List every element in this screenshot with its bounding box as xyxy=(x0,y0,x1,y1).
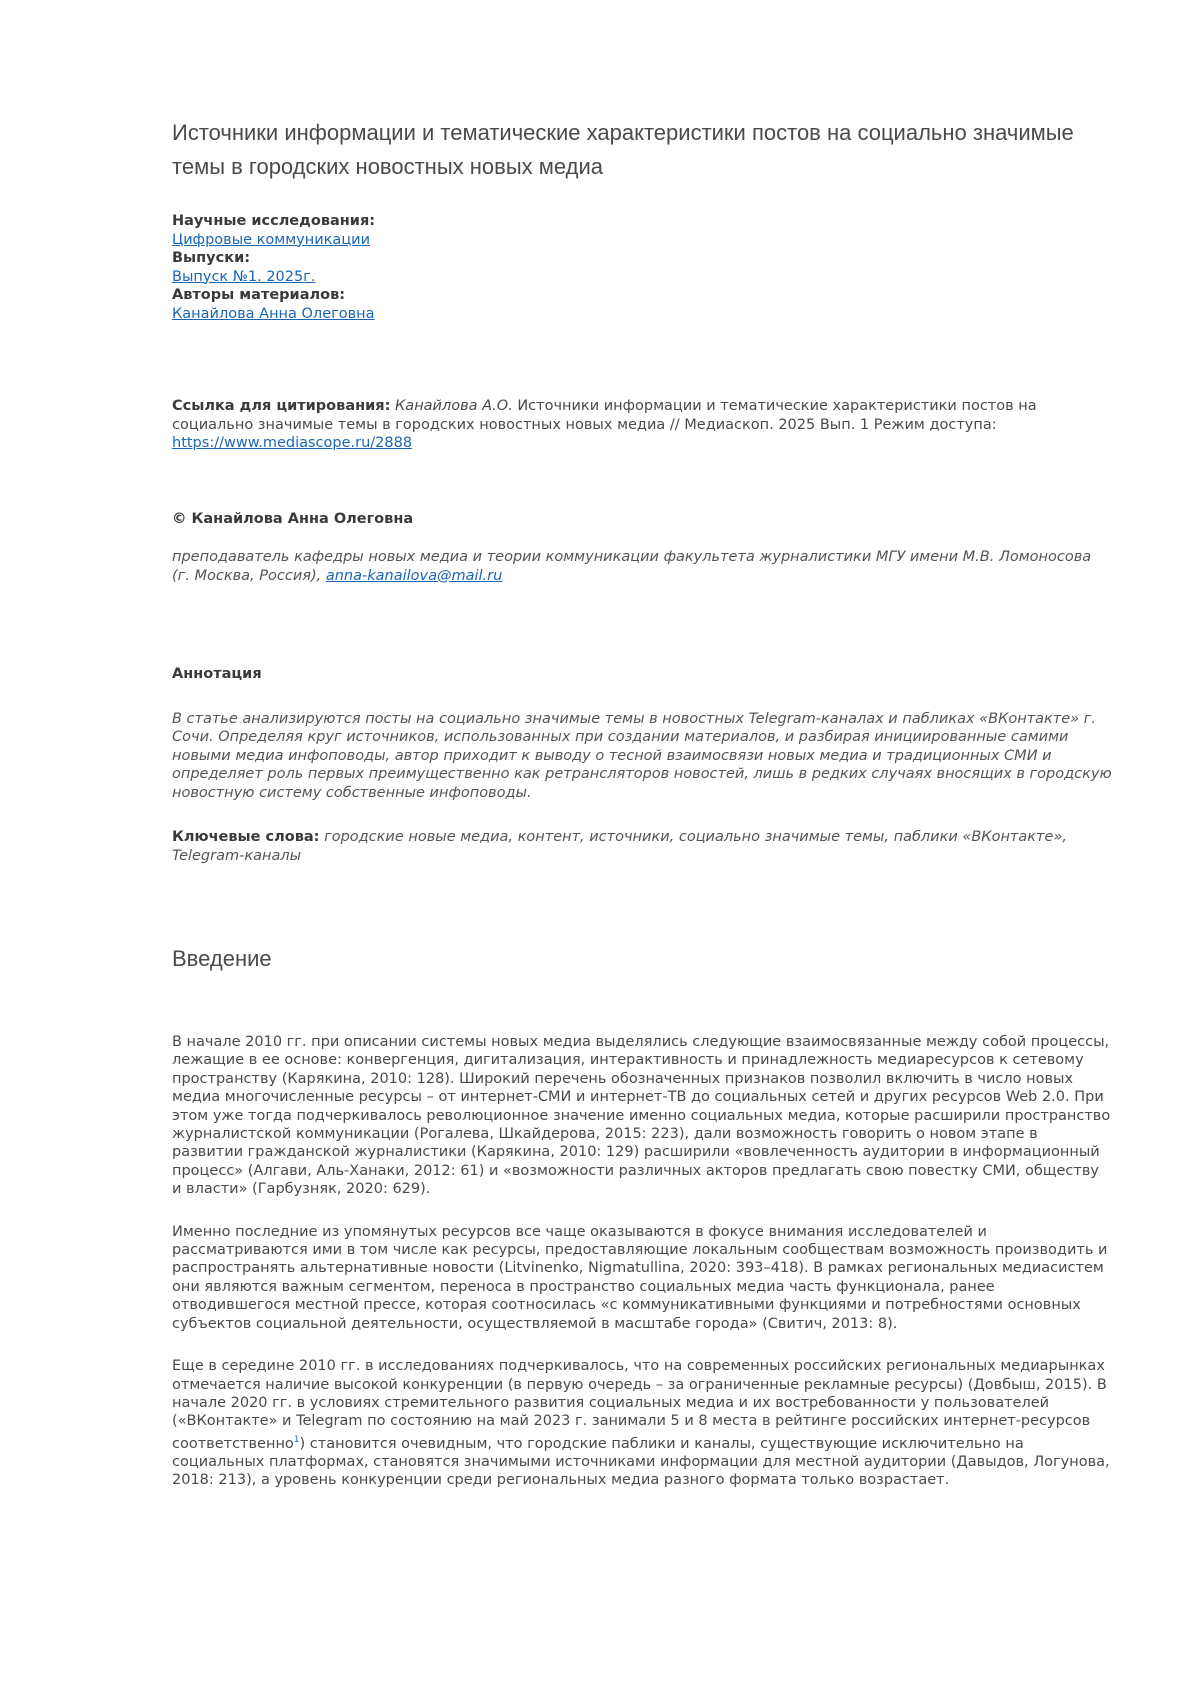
article-title: Источники информации и тематические характеристики постов на социально значимые темы в городских новостных новых медиа xyxy=(172,116,1112,184)
intro-paragraph-2: Именно последние из упомянутых ресурсов все чаще оказываются в фокусе внимания исследователей и рассматриваются ими в том числе как ресурсы, предоставляющие локальным сообществам возможность производить и распространять альтернативные новости (Litvinenko, Nigmatullina, 2020: 393–418). В рамках региональных медиасистем они являются важным сегментом, переноса в пространство социальных медиа часть функционала, ранее отводившегося местной прессе, которая соотносилась «с коммуникативными функциями и потребностями основных субъектов социальной деятельности, осуществляемой в масштабе города» (Свитич, 2013: 8). xyxy=(172,1223,1112,1333)
intro-paragraph-1: В начале 2010 гг. при описании системы новых медиа выделялись следующие взаимосвязанные между собой процессы, лежащие в ее основе: конвергенция, дигитализация, интерактивность и принадлежность медиаресурсов к сетевому пространству (Карякина, 2010: 128). Широкий перечень обозначенных признаков позволил включить в число новых медиа многочисленные ресурсы – от интернет-СМИ и интернет-ТВ до социальных сетей и других ресурсов Web 2.0. При этом уже тогда подчеркивалось революционное значение именно социальных медиа, которые расширили пространство журналистской коммуникации (Рогалева, Шкайдерова, 2015: 223), дали возможность говорить о новом этапе в развитии гражданской журналистики (Карякина, 2010: 129) расширили «вовлеченность аудитории в информационный процесс» (Алгави, Аль-Ханаки, 2012: 61) и «возможности различных акторов предлагать свою повестку СМИ, обществу и власти» (Гарбузняк, 2020: 629). xyxy=(172,1033,1112,1199)
issues-label: Выпуски: xyxy=(172,249,1112,268)
article-meta xyxy=(172,212,1112,323)
p3-part-b: ) становится очевидным, что городские паблики и каналы, существующие исключительно на социальных платформах, становятся значимыми источниками информации для местной аудитории (Давыдов, Логунова, 2018: 213), а уровень конкуренции среди региональных медиа разного формата только возрастает. xyxy=(172,1436,1110,1489)
p3-part-a: Еще в середине 2010 гг. в исследованиях подчеркивалось, что на современных российских региональных медиарынках отмечается наличие высокой конкуренции (в первую очередь – за ограниченные рекламные ресурсы) (Довбыш, 2015). В начале 2020 гг. в условиях стремительного развития социальных медиа и их востребованности у пользователей («ВКонтакте» и Telegram по состоянию на май 2023 г. занимали 5 и 8 места в рейтинге российских интернет-ресурсов соответственно xyxy=(172,1358,1107,1451)
affiliation-text: преподаватель кафедры новых медиа и теории коммуникации факультета журналистики МГУ имени М.В. Ломоносова (г. Москва, Россия), xyxy=(172,549,1091,584)
citation-author: Канайлова А.О. xyxy=(395,398,513,414)
citation-label: Ссылка для цитирования: xyxy=(172,398,390,414)
research-link[interactable]: Цифровые коммуникации xyxy=(172,231,370,250)
article-page xyxy=(172,116,1112,1490)
issue-link[interactable]: Выпуск №1. 2025г. xyxy=(172,268,315,287)
author-affiliation xyxy=(172,548,1112,585)
author-email-link[interactable]: anna-kanailova@mail.ru xyxy=(326,568,502,584)
author-link[interactable]: Канайлова Анна Олеговна xyxy=(172,305,375,324)
research-label: Научные исследования: xyxy=(172,212,1112,231)
citation-text: Источники информации и тематические характеристики постов на социально значимые темы в городских новостных новых медиа // Медиаскоп. 2025 Вып. 1 Режим доступа: xyxy=(172,398,1037,433)
footnote-ref[interactable]: 1 xyxy=(294,1435,300,1445)
intro-paragraph-3 xyxy=(172,1357,1112,1490)
citation xyxy=(172,397,1112,453)
keywords-text: городские новые медиа, контент, источники, социально значимые темы, паблики «ВКонтакте», Telegram-каналы xyxy=(172,829,1067,864)
keywords xyxy=(172,828,1112,865)
author-copyright: © Канайлова Анна Олеговна xyxy=(172,510,1112,529)
abstract-heading: Аннотация xyxy=(172,665,1112,684)
citation-url[interactable]: https://www.mediascope.ru/2888 xyxy=(172,435,412,451)
keywords-label: Ключевые слова: xyxy=(172,829,319,845)
abstract-text: В статье анализируются посты на социально значимые темы в новостных Telegram-каналах и пабликах «ВКонтакте» г. Сочи. Определяя круг источников, использованных при создании материалов, и разбирая инициированные самими новыми медиа инфоповоды, автор приходит к выводу о тесной взаимосвязи новых медиа и традиционных СМИ и определяет роль первых преимущественно как ретрансляторов новостей, лишь в редких случаях вносящих в городскую новостную систему собственные инфоповоды. xyxy=(172,710,1112,803)
authors-label: Авторы материалов: xyxy=(172,286,1112,305)
intro-heading: Введение xyxy=(172,945,1112,973)
